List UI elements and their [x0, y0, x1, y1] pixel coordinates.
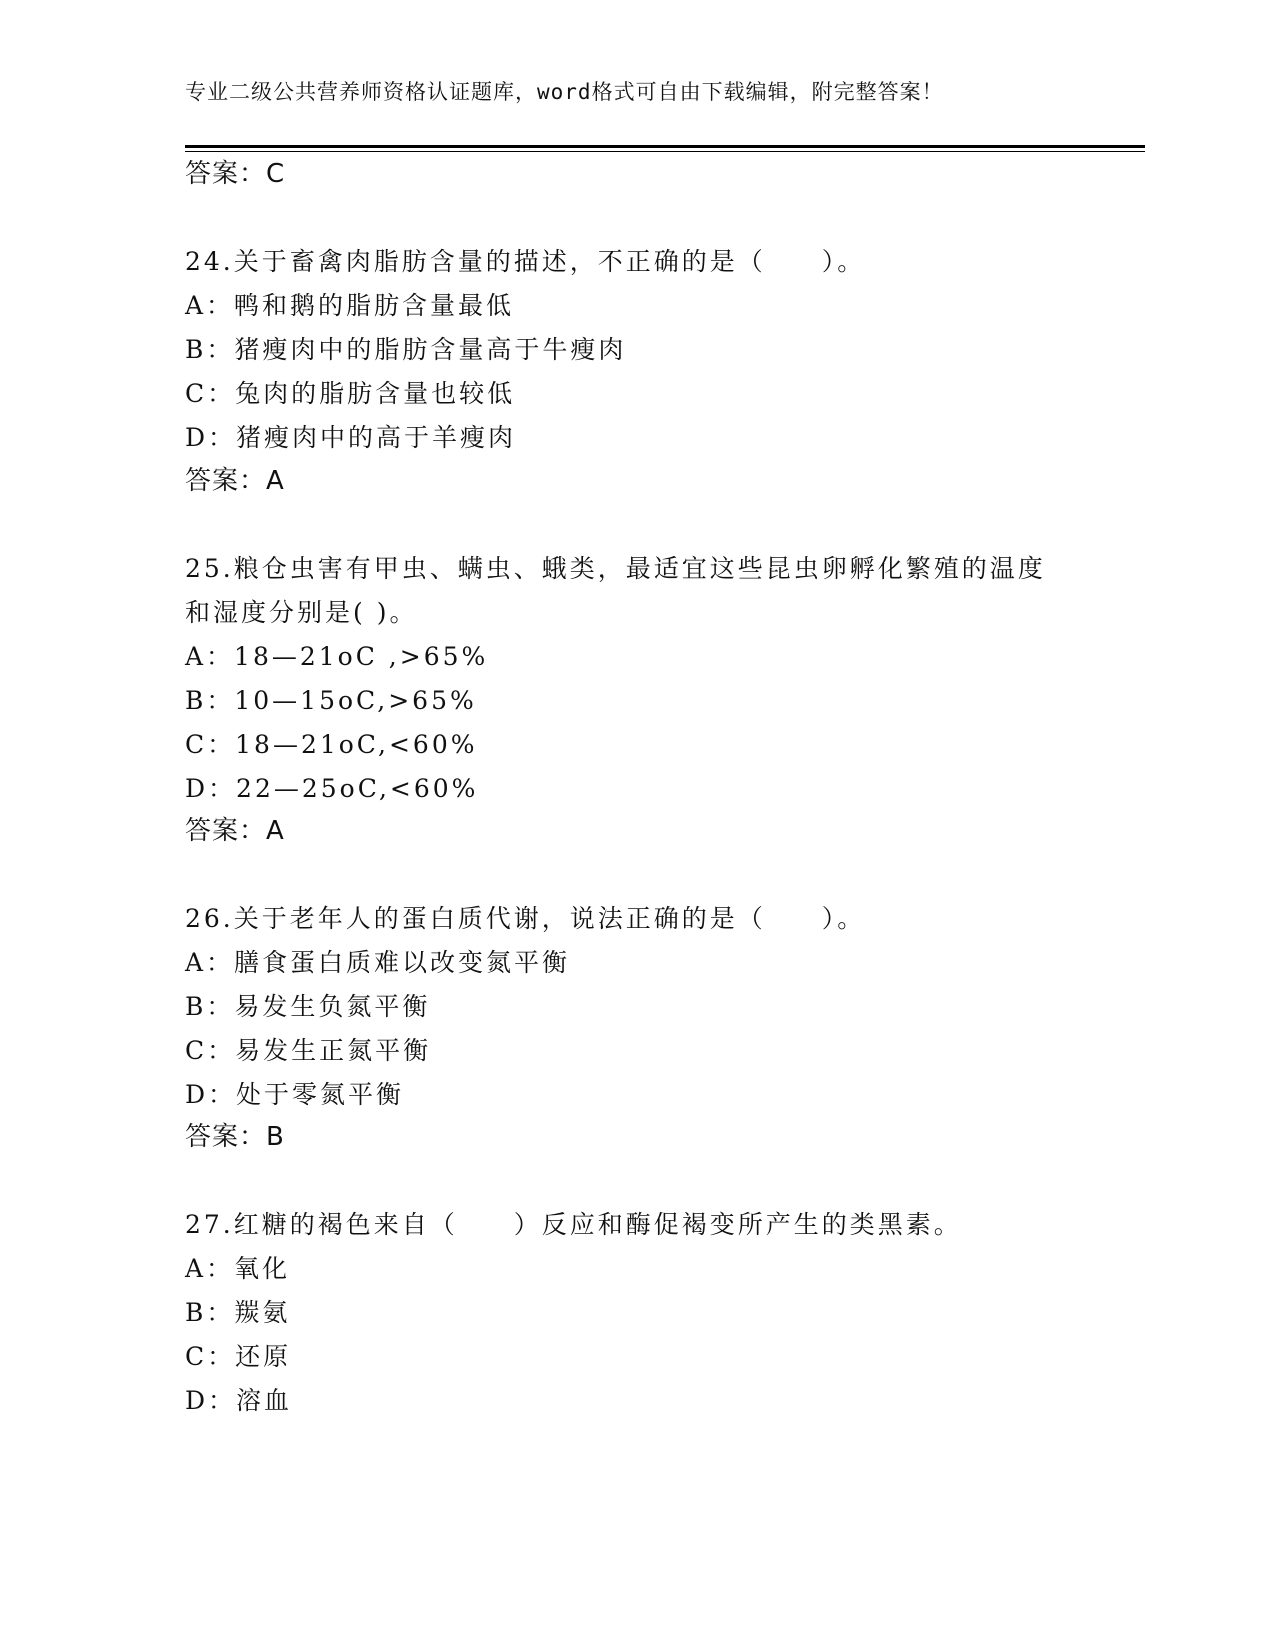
question-26-option-c: C：易发生正氮平衡 [185, 1036, 432, 1065]
question-24-answer: 答案：A [185, 466, 285, 496]
question-25-stem-line-1: 25.粮仓虫害有甲虫、螨虫、蛾类，最适宜这些昆虫卵孵化繁殖的温度 [185, 554, 1046, 583]
question-24-option-d: D：猪瘦肉中的高于羊瘦肉 [185, 423, 517, 452]
question-25-option-b: B：10—15oC,>65% [185, 686, 477, 715]
question-26-option-b: B：易发生负氮平衡 [185, 992, 431, 1021]
question-27-option-b: B：羰氨 [185, 1298, 291, 1327]
question-26-option-a: A：膳食蛋白质难以改变氮平衡 [185, 948, 571, 977]
question-27-option-c: C：还原 [185, 1342, 292, 1371]
question-25-option-d: D：22—25oC,<60% [185, 774, 479, 803]
question-26-option-d: D：处于零氮平衡 [185, 1080, 405, 1109]
question-25-answer: 答案：A [185, 816, 285, 846]
question-26-stem: 26.关于老年人的蛋白质代谢，说法正确的是（ ）。 [185, 904, 866, 933]
header-rule-thick [185, 145, 1145, 148]
question-24-option-b: B：猪瘦肉中的脂肪含量高于牛瘦肉 [185, 335, 627, 364]
question-26-answer: 答案：B [185, 1122, 285, 1152]
question-24-stem: 24.关于畜禽肉脂肪含量的描述，不正确的是（ ）。 [185, 247, 866, 276]
question-25-option-a: A：18—21oC ,>65% [185, 642, 489, 671]
question-27-option-a: A：氧化 [185, 1254, 291, 1283]
question-24-option-c: C：兔肉的脂肪含量也较低 [185, 379, 516, 408]
question-25-option-c: C：18—21oC,<60% [185, 730, 478, 759]
question-25-stem-line-2: 和湿度分别是( )。 [185, 598, 418, 627]
header-rule-thin [185, 151, 1145, 152]
question-27-stem: 27.红糖的褐色来自（ ）反应和酶促褐变所产生的类黑素。 [185, 1210, 962, 1239]
question-24-option-a: A：鸭和鹅的脂肪含量最低 [185, 291, 515, 320]
page-header: 专业二级公共营养师资格认证题库，word格式可自由下载编辑，附完整答案！ [185, 80, 944, 104]
previous-answer: 答案：C [185, 159, 286, 189]
question-27-option-d: D：溶血 [185, 1386, 293, 1415]
